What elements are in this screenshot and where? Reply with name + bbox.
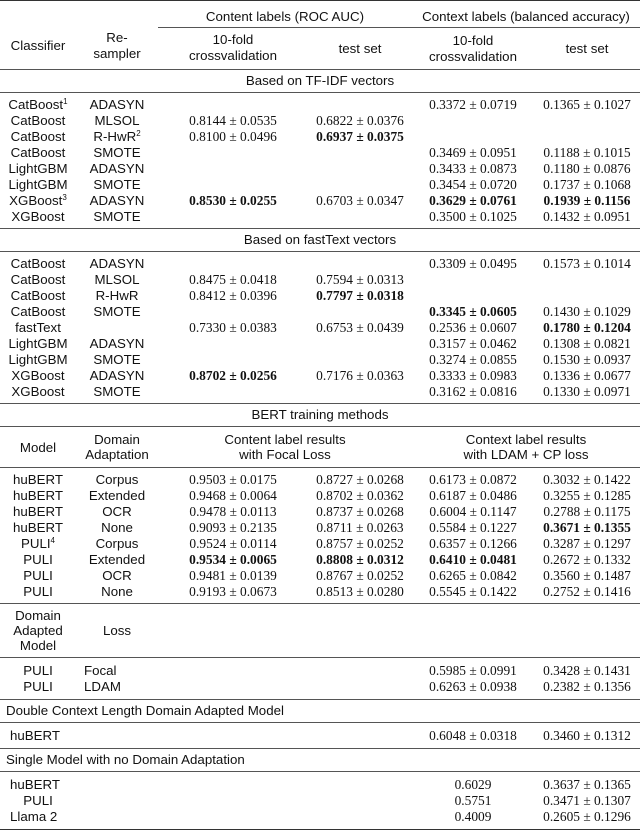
table-row [0,384,640,404]
model-cell: PULI [23,679,53,694]
rows-single [0,772,640,830]
c-test-cell: 0.7594 ± 0.0313 [316,272,404,287]
c-test-cell: 0.8711 ± 0.0263 [316,520,404,535]
classifier-cell: LightGBM [8,177,68,192]
table-row [0,304,640,320]
c-cv-cell: 0.9524 ± 0.0114 [189,536,277,551]
resampler-cell: ADASYN [89,193,145,208]
c-test-cell: 0.6703 ± 0.0347 [316,193,404,208]
c-test-cell [308,252,412,273]
table-row [0,145,640,161]
resampler-cell: SMOTE [93,209,141,224]
x-cv-cell: 0.4009 [454,809,492,824]
resampler-cell: SMOTE [93,145,141,160]
table-row [0,552,640,568]
c-cv-cell [158,209,308,229]
c-cv-cell: 0.8412 ± 0.0396 [189,288,277,303]
x-test-cell: 0.3471 ± 0.1307 [543,793,631,808]
c-test-cell [308,177,412,193]
x-cv-cell: 0.6004 ± 0.1147 [429,504,517,519]
x-test-cell: 0.1180 ± 0.0876 [543,161,631,176]
c-cv-cell: 0.8530 ± 0.0255 [189,193,277,208]
table-row [0,772,640,794]
x-test-cell: 0.2752 ± 0.1416 [543,584,631,599]
x-test-cell: 0.1365 ± 0.1027 [543,97,631,112]
x-test-cell: 0.1780 ± 0.1204 [543,320,631,335]
classifier-cell: CatBoost [10,304,66,319]
loss-cell [76,772,158,794]
resampler-cell [76,320,158,336]
loss-cell [76,809,158,830]
section-fasttext [0,229,640,252]
classifier-cell: huBERT [12,504,63,519]
c-cv-cell: 0.8475 ± 0.0418 [189,272,277,287]
x-test-cell [534,288,640,304]
section-double-context [0,700,640,723]
table-row [0,584,640,604]
c-test-cell [308,145,412,161]
classifier-cell: XGBoost [11,368,65,383]
x-test-cell: 0.3671 ± 0.1355 [543,520,631,535]
c-cv-cell: 0.8702 ± 0.0256 [189,368,277,383]
header-model: Model [19,439,57,455]
c-cv-cell: 0.8144 ± 0.0535 [189,113,277,128]
classifier-cell: huBERT [12,472,63,487]
c-cv-cell: 0.9093 ± 0.2135 [189,520,277,535]
resampler-cell: Extended [88,488,146,503]
resampler-cell: SMOTE [93,352,141,367]
c-test-cell [308,304,412,320]
x-test-cell: 0.1336 ± 0.0677 [543,368,631,383]
x-cv-cell: 0.3162 ± 0.0816 [429,384,517,399]
c-test-cell [308,161,412,177]
header-content-test: test set [338,40,382,56]
table-row [0,488,640,504]
table-row [0,504,640,520]
c-cv-cell [158,177,308,193]
classifier-cell: CatBoost [10,256,66,271]
x-cv-cell [412,113,534,129]
resampler-cell: MLSOL [94,272,140,287]
c-test-cell [308,352,412,368]
x-cv-cell: 0.3274 ± 0.0855 [429,352,517,367]
resampler-cell: R-HwR$^2$ [93,129,141,144]
x-test-cell: 0.2382 ± 0.1356 [543,679,631,694]
table-row [0,272,640,288]
classifier-cell: PULI [23,584,53,599]
c-cv-cell [158,352,308,368]
resampler-cell: ADASYN [89,336,145,351]
table-row [0,177,640,193]
rows-tfidf [0,93,640,229]
table-row [0,679,640,700]
c-test-cell: 0.8767 ± 0.0252 [316,568,404,583]
c-test-cell: 0.8727 ± 0.0268 [316,472,404,487]
section-title: Based on TF-IDF vectors [245,73,395,88]
x-cv-cell: 0.5545 ± 0.1422 [429,584,517,599]
x-test-cell [534,272,640,288]
c-test-cell [308,93,412,114]
table-row [0,793,640,809]
c-cv-cell: 0.7330 ± 0.0383 [189,320,277,335]
x-cv-cell: 0.3469 ± 0.0951 [429,145,517,160]
table-row [0,113,640,129]
table-row [0,336,640,352]
resampler-cell: SMOTE [93,304,141,319]
c-test-cell: 0.6937 ± 0.0375 [316,129,404,144]
resampler-cell: ADASYN [89,256,145,271]
table-row [0,193,640,209]
x-test-cell: 0.3560 ± 0.1487 [543,568,631,583]
table-row [0,209,640,229]
x-test-cell: 0.2672 ± 0.1332 [543,552,631,567]
x-cv-cell: 0.2536 ± 0.0607 [429,320,517,335]
table-row [0,93,640,114]
table-row [0,161,640,177]
x-cv-cell: 0.3333 ± 0.0983 [429,368,517,383]
section-title: Double Context Length Domain Adapted Model [6,703,284,718]
loss-cell: Focal [84,663,117,678]
x-test-cell: 0.1530 ± 0.0937 [543,352,631,367]
section-bert [0,404,640,468]
x-cv-cell: 0.3629 ± 0.0761 [429,193,517,208]
c-cv-cell [158,145,308,161]
resampler-cell: ADASYN [89,368,145,383]
loss-cell [76,723,158,749]
header-context-results: Context label results with LDAM + CP loss [463,432,589,462]
x-cv-cell: 0.3345 ± 0.0605 [429,304,517,319]
x-cv-cell: 0.3454 ± 0.0720 [429,177,517,192]
x-cv-cell: 0.6265 ± 0.0842 [429,568,517,583]
c-test-cell: 0.8737 ± 0.0268 [316,504,404,519]
c-test-cell: 0.7176 ± 0.0363 [316,368,404,383]
resampler-cell: SMOTE [93,384,141,399]
c-cv-cell [158,93,308,114]
resampler-cell: ADASYN [89,161,145,176]
x-cv-cell: 0.6048 ± 0.0318 [429,728,517,743]
x-cv-cell: 0.3309 ± 0.0495 [429,256,517,271]
c-test-cell: 0.8513 ± 0.0280 [316,584,404,599]
classifier-cell: LightGBM [8,161,68,176]
resampler-cell: Extended [88,552,146,567]
x-cv-cell: 0.6263 ± 0.0938 [429,679,517,694]
header-context-test: test set [565,40,609,56]
c-cv-cell: 0.9481 ± 0.0139 [189,568,277,583]
x-test-cell: 0.1737 ± 0.1068 [543,177,631,192]
classifier-cell: XGBoost [11,384,65,399]
resampler-cell: ADASYN [89,97,145,112]
c-test-cell: 0.8757 ± 0.0252 [316,536,404,551]
c-cv-cell [158,161,308,177]
x-test-cell: 0.3637 ± 0.1365 [543,777,631,792]
header-classifier: Classifier [10,38,66,53]
classifier-cell: CatBoost [10,272,66,287]
c-cv-cell [158,252,308,273]
x-test-cell: 0.3032 ± 0.1422 [543,472,631,487]
table-row [0,468,640,489]
x-cv-cell [412,288,534,304]
classifier-cell: huBERT [12,520,63,535]
x-cv-cell [412,272,534,288]
x-test-cell: 0.1308 ± 0.0821 [543,336,631,351]
resampler-cell: None [101,520,133,535]
section-title: Single Model with no Domain Adaptation [6,752,245,767]
classifier-cell: huBERT [12,488,63,503]
c-cv-cell [158,384,308,404]
c-test-cell: 0.8808 ± 0.0312 [316,552,404,567]
classifier-cell: XGBoost [11,209,65,224]
table-row [0,536,640,552]
x-test-cell: 0.2605 ± 0.1296 [543,809,631,824]
x-test-cell: 0.2788 ± 0.1175 [543,504,631,519]
header-context-cv: 10-fold crossvalidation [429,32,517,64]
section-da-model [0,604,640,658]
c-test-cell [308,336,412,352]
classifier-cell: CatBoost [10,113,66,128]
table-header [0,1,640,70]
header-content-results: Content label results with Focal Loss [224,432,346,462]
resampler-cell: OCR [102,568,132,583]
x-cv-cell [412,129,534,145]
x-test-cell [534,129,640,145]
model-cell: huBERT [10,728,61,743]
resampler-cell: Corpus [95,536,139,551]
header-content-cv: 10-fold crossvalidation [189,32,277,63]
x-test-cell [534,113,640,129]
x-cv-cell: 0.3157 ± 0.0462 [429,336,517,351]
c-test-cell: 0.6822 ± 0.0376 [316,113,404,128]
x-test-cell: 0.1430 ± 0.1029 [543,304,631,319]
table-row [0,809,640,830]
c-cv-cell: 0.9503 ± 0.0175 [189,472,277,487]
classifier-cell: fastText [15,320,61,335]
classifier-cell: CatBoost [10,129,66,144]
x-cv-cell: 0.5985 ± 0.0991 [429,663,517,678]
table-row [0,288,640,304]
x-cv-cell: 0.3372 ± 0.0719 [429,97,517,112]
rows-fasttext [0,252,640,404]
header-resampler: Re- sampler [93,30,141,61]
c-cv-cell: 0.9478 ± 0.0113 [189,504,277,519]
table-row [0,568,640,584]
rows-da-model [0,658,640,700]
header-da-model: Domain Adapted Model [13,608,63,653]
model-cell: huBERT [10,777,61,792]
section-single [0,749,640,772]
model-cell: PULI [23,663,53,678]
classifier-cell: PULI [23,552,53,567]
c-test-cell [308,384,412,404]
x-cv-cell: 0.5751 [454,793,492,808]
section-tfidf [0,70,640,93]
x-test-cell: 0.1432 ± 0.0951 [543,209,631,224]
table-row [0,368,640,384]
x-cv-cell: 0.3500 ± 0.1025 [429,209,517,224]
header-context-group: Context labels (balanced accuracy) [412,9,640,28]
loss-cell: LDAM [84,679,121,694]
table-row [0,320,640,336]
x-test-cell: 0.1330 ± 0.0971 [543,384,631,399]
c-cv-cell: 0.9193 ± 0.0673 [189,584,277,599]
x-cv-cell: 0.5584 ± 0.1227 [429,520,517,535]
classifier-cell: PULI [23,568,53,583]
rows-double-context [0,723,640,749]
c-cv-cell: 0.9534 ± 0.0065 [189,552,277,567]
x-test-cell: 0.1188 ± 0.1015 [543,145,631,160]
header-content-group: Content labels (ROC AUC) [158,9,412,28]
table-row [0,723,640,749]
x-cv-cell: 0.3433 ± 0.0873 [429,161,517,176]
resampler-cell: OCR [102,504,132,519]
c-cv-cell [158,304,308,320]
header-domain-adaptation: Domain Adaptation [85,432,149,462]
resampler-cell: R-HwR [95,288,139,303]
classifier-cell: LightGBM [8,352,68,367]
x-cv-cell: 0.6410 ± 0.0481 [429,552,517,567]
x-cv-cell: 0.6029 [454,777,492,792]
classifier-cell: CatBoost [10,145,66,160]
table-row [0,129,640,145]
table-row [0,352,640,368]
x-test-cell: 0.3287 ± 0.1297 [543,536,631,551]
section-title: Based on fastText vectors [243,232,397,247]
rows-bert [0,468,640,604]
model-cell: Llama 2 [10,809,58,824]
resampler-cell: MLSOL [94,113,140,128]
model-cell: PULI [23,793,53,808]
c-cv-cell: 0.8100 ± 0.0496 [189,129,277,144]
x-test-cell: 0.1939 ± 0.1156 [543,193,631,208]
classifier-cell: XGBoost$^3$ [9,193,67,208]
c-test-cell [308,209,412,229]
x-test-cell: 0.1573 ± 0.1014 [543,256,631,271]
section-title: BERT training methods [251,407,389,422]
table-row [0,252,640,273]
classifier-cell: CatBoost [10,288,66,303]
classifier-cell: CatBoost$^1$ [8,97,68,112]
classifier-cell: PULI$^4$ [20,536,55,551]
x-test-cell: 0.3428 ± 0.1431 [543,663,631,678]
classifier-cell: LightGBM [8,336,68,351]
resampler-cell: None [101,584,133,599]
x-cv-cell: 0.6187 ± 0.0486 [429,488,517,503]
table-row [0,658,640,680]
table-row [0,520,640,536]
c-cv-cell [158,336,308,352]
c-test-cell: 0.7797 ± 0.0318 [316,288,404,303]
c-test-cell: 0.8702 ± 0.0362 [316,488,404,503]
loss-cell [76,793,158,809]
resampler-cell: SMOTE [93,177,141,192]
c-cv-cell: 0.9468 ± 0.0064 [189,488,277,503]
x-test-cell: 0.3460 ± 0.1312 [543,728,631,743]
x-cv-cell: 0.6357 ± 0.1266 [429,536,517,551]
x-cv-cell: 0.6173 ± 0.0872 [429,472,517,487]
c-test-cell: 0.6753 ± 0.0439 [316,320,404,335]
resampler-cell: Corpus [95,472,139,487]
header-loss: Loss [102,623,132,638]
x-test-cell: 0.3255 ± 0.1285 [543,488,631,503]
